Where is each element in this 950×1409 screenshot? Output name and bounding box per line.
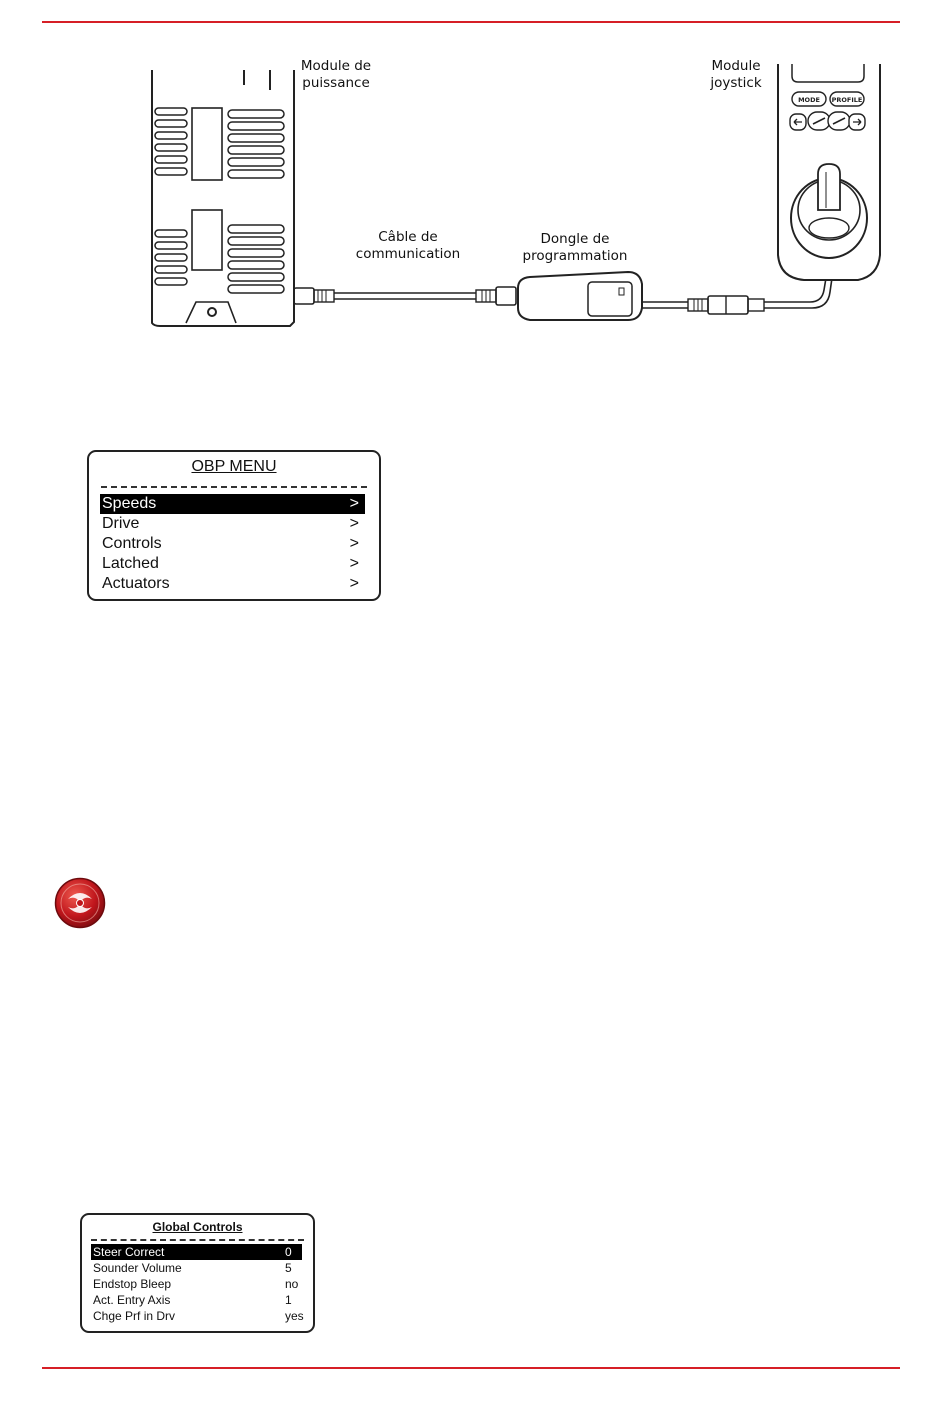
comm-cable-label-line1: Câble de <box>378 229 438 245</box>
global-controls-item-value: yes <box>285 1309 304 1323</box>
global-controls-item-label: Chge Prf in Drv <box>93 1309 176 1323</box>
dongle-drawing <box>518 272 642 320</box>
obp-menu-item-latched[interactable] <box>100 554 365 574</box>
header-rule <box>42 21 900 23</box>
global-controls-item-value: no <box>285 1277 299 1291</box>
global-controls-title: Global Controls <box>152 1220 243 1234</box>
joystick-module-label-line1: Module <box>711 58 761 74</box>
dongle-label-line2: programmation <box>522 248 628 264</box>
obp-menu-item-arrow: > <box>349 515 359 532</box>
global-controls-item-steer-correct[interactable] <box>91 1244 302 1260</box>
connection-diagram <box>0 40 950 340</box>
power-module-label-line1: Module de <box>300 58 372 74</box>
power-module-label-line2: puissance <box>302 75 370 91</box>
power-module-drawing <box>152 70 294 326</box>
power-module-label <box>296 58 376 92</box>
obp-menu-item-label: Speeds <box>102 495 157 512</box>
global-controls-screen <box>80 1213 315 1333</box>
dongle-label-line1: Dongle de <box>540 231 610 247</box>
dongle-label <box>517 231 633 265</box>
global-controls-divider <box>91 1239 304 1241</box>
global-controls-item-value: 5 <box>285 1261 292 1275</box>
joystick-module-label <box>700 58 772 92</box>
obp-menu-item-drive[interactable] <box>100 514 365 534</box>
obp-menu-item-arrow: > <box>349 555 359 572</box>
global-controls-item-label: Steer Correct <box>93 1245 165 1259</box>
mode-button-label: MODE <box>798 96 820 104</box>
obp-menu-item-speeds[interactable] <box>100 494 365 514</box>
obp-menu-item-arrow: > <box>349 495 359 512</box>
global-controls-item-label: Act. Entry Axis <box>93 1293 171 1307</box>
obp-menu-title: OBP MENU <box>191 458 277 475</box>
obp-menu-item-arrow: > <box>349 575 359 592</box>
obp-menu-item-label: Drive <box>102 515 140 532</box>
obp-menu-screen <box>87 450 381 601</box>
global-controls-item-act-entry-axis[interactable] <box>91 1292 302 1308</box>
red-spiral-logo-icon <box>54 877 106 929</box>
obp-menu-item-label: Controls <box>102 535 162 552</box>
profile-button-label: PROFILE <box>831 96 863 104</box>
global-controls-item-chge-prf-in-drv[interactable] <box>91 1308 302 1324</box>
communication-cable-drawing <box>294 287 516 305</box>
global-controls-item-label: Endstop Bleep <box>93 1277 172 1291</box>
joystick-module-drawing <box>778 64 880 280</box>
global-controls-item-value: 0 <box>285 1245 292 1259</box>
global-controls-item-value: 1 <box>285 1293 292 1307</box>
joystick-module-label-line2: joystick <box>710 75 762 91</box>
obp-menu-item-arrow: > <box>349 535 359 552</box>
obp-menu-item-controls[interactable] <box>100 534 365 554</box>
joystick-cable-drawing <box>642 278 832 314</box>
obp-menu-item-label: Actuators <box>102 575 170 592</box>
global-controls-item-sounder-volume[interactable] <box>91 1260 302 1276</box>
comm-cable-label <box>352 229 464 263</box>
comm-cable-label-line2: communication <box>355 246 461 262</box>
obp-menu-divider <box>101 486 367 488</box>
obp-menu-item-actuators[interactable] <box>100 574 365 594</box>
diagram-illustration <box>0 40 950 340</box>
global-controls-item-label: Sounder Volume <box>93 1261 182 1275</box>
global-controls-item-endstop-bleep[interactable] <box>91 1276 302 1292</box>
footer-rule <box>42 1367 900 1369</box>
obp-menu-item-label: Latched <box>102 555 159 572</box>
